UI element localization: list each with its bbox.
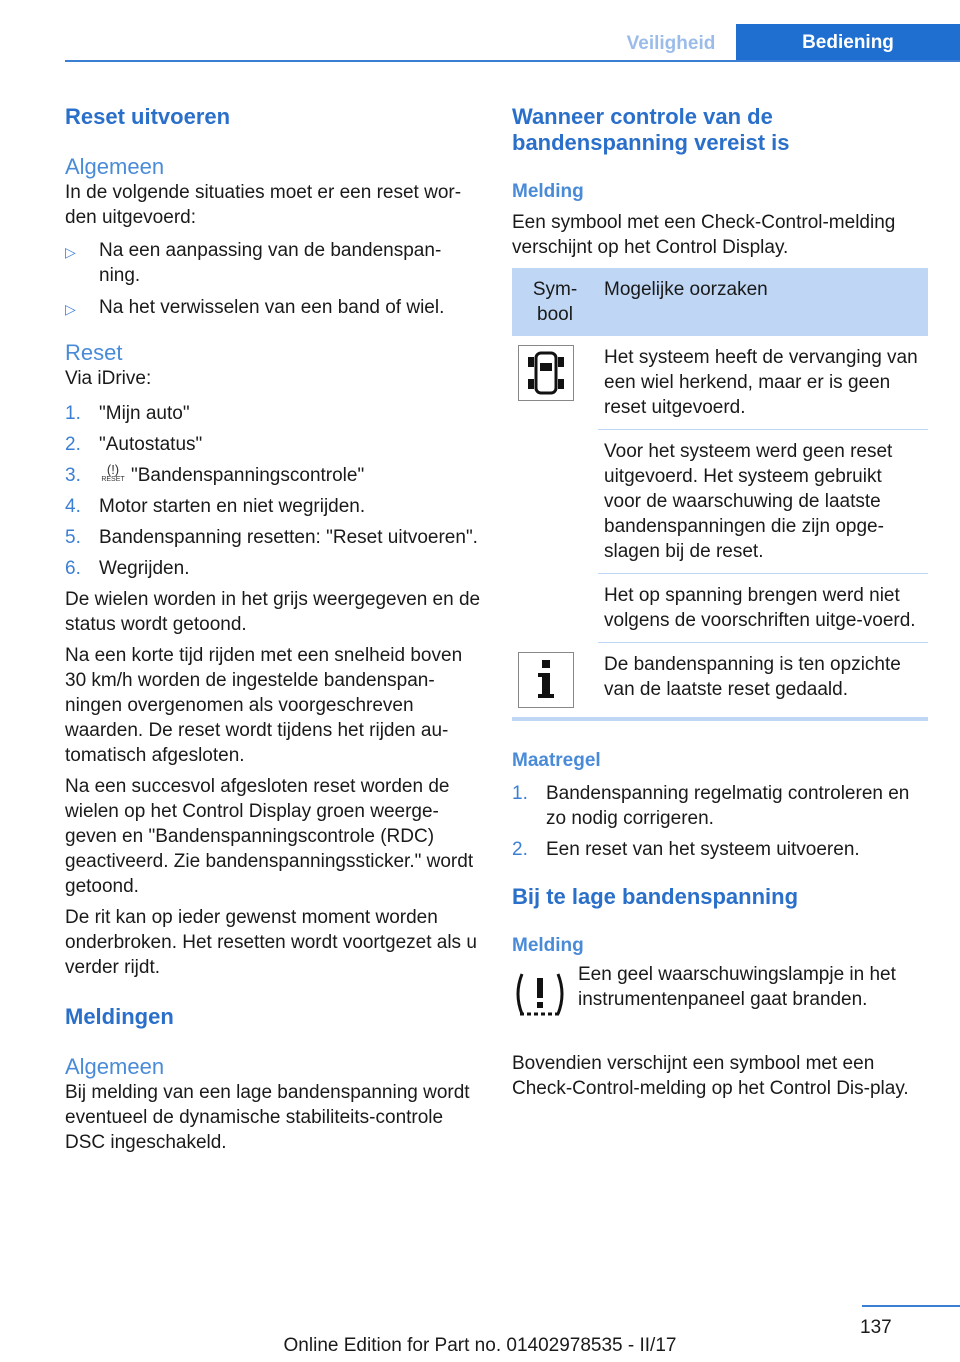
warning-block — [512, 962, 928, 1029]
heading-when-check: Wanneer controle van de bandenspanning vereist is — [512, 104, 790, 155]
heading-messages: Meldingen — [65, 1004, 174, 1029]
list-item: 1. Bandenspanning regelmatig controleren en zo nodig corrigeren. — [512, 782, 910, 829]
heading-message: Melding — [512, 181, 584, 202]
table-cell: Het op spanning brengen werd niet volgens de voorschriften uitge-voerd. — [598, 574, 928, 643]
reset-icon: (!) RESET — [101, 462, 125, 483]
symbol-table — [512, 268, 928, 721]
table-header-causes: Mogelijke oorzaken — [598, 268, 928, 336]
table-cell: Het systeem heeft de vervanging van een wiel herkend, maar er is geen reset uitgevoerd. — [598, 336, 928, 430]
table-header-row — [512, 268, 928, 336]
heading-measure: Maatregel — [512, 749, 601, 771]
page-number: 137 — [860, 1317, 892, 1338]
paragraph-symbol: Een symbool met een Check-Control-melding verschijnt op het Control Display. — [512, 212, 896, 258]
heading-reset-execute: Reset uitvoeren — [65, 104, 231, 129]
heading-general-2: Algemeen — [65, 1054, 165, 1079]
paragraph: Na een korte tijd rijden met een snelheid boven 30 km/h worden de ingestelde bandenspan-ningen overgenomen als voorgeschreven waarden. De reset wordt tijdens het rijden au-tomatisch afgesloten. — [65, 645, 463, 766]
list-item: 2. Een reset van het systeem uitvoeren. — [512, 838, 860, 860]
tab-operation[interactable]: Bediening — [736, 24, 960, 62]
triangle-bullet-icon: ▷ — [65, 244, 76, 260]
list-item: 3. (!) RESET "Bandenspanningscontrole" — [65, 462, 365, 486]
left-column — [65, 104, 481, 1155]
paragraph-also: Bovendien verschijnt een symbool met een Check-Control-melding op het Control Dis-play. — [512, 1052, 909, 1099]
heading-low-pressure: Bij te lage bandenspanning — [512, 883, 799, 909]
paragraph-via-idrive: Via iDrive: — [65, 368, 152, 389]
paragraph-situations: In de volgende situaties moet er een reset wor-den uitgevoerd: — [65, 182, 462, 228]
page-number-rule — [862, 1305, 960, 1307]
list-item: 1. "Mijn auto" — [65, 403, 190, 424]
steps-list — [65, 401, 481, 581]
list-item: 6. Wegrijden. — [65, 558, 190, 579]
paragraph: De wielen worden in het grijs weergegeven en de status wordt getoond. — [65, 589, 481, 635]
list-item: ▷ Na een aanpassing van de bandenspan-ning. — [65, 240, 442, 286]
list-item: 5. Bandenspanning resetten: "Reset uitvoeren". — [65, 527, 478, 548]
heading-general: Algemeen — [65, 154, 165, 179]
bullet-list — [65, 238, 481, 322]
table-cell: Voor het systeem werd geen reset uitgevoerd. Het systeem gebruikt voor de waarschuwing de laatste bandenspanningen die zijn opge-slagen bij de reset. — [598, 430, 928, 574]
paragraph-lamp: Een geel waarschuwingslampje in het instrumentenpaneel gaat branden. — [578, 963, 896, 1010]
info-icon — [518, 652, 574, 708]
table-cell: De bandenspanning is ten opzichte van de laatste reset gedaald. — [604, 654, 901, 700]
table-row — [512, 336, 928, 430]
list-item: 2. "Autostatus" — [65, 434, 203, 455]
tire-change-icon — [518, 345, 574, 401]
paragraph: De rit kan op ieder gewenst moment worden onderbroken. Het resetten wordt voortgezet als u verder rijdt. — [65, 907, 477, 978]
heading-message-2: Melding — [512, 934, 584, 956]
triangle-bullet-icon: ▷ — [65, 301, 76, 317]
list-item: ▷ Na het verwisselen van een band of wiel. — [65, 295, 481, 322]
tab-safety[interactable]: Veiligheid — [626, 33, 716, 54]
right-column — [512, 104, 928, 1101]
heading-reset: Reset — [65, 340, 123, 365]
footer-edition: Online Edition for Part no. 01402978535 - II/17 — [283, 1335, 677, 1356]
header-rule — [65, 60, 960, 62]
paragraph: Bij melding van een lage bandenspanning wordt eventueel de dynamische stabiliteits-controle DSC ingeschakeld. — [65, 1082, 470, 1153]
table-header-symbol: Sym-bool — [512, 268, 598, 336]
tire-warning-icon — [512, 962, 578, 1029]
measures-list — [512, 781, 928, 862]
list-item: 4. Motor starten en niet wegrijden. — [65, 496, 366, 517]
paragraph: Na een succesvol afgesloten reset worden de wielen op het Control Display groen weerge-geven en "Bandenspanningscontrole (RDC) geactiveerd. Zie bandenspanningssticker." wordt getoond. — [65, 776, 474, 897]
table-row — [512, 643, 928, 719]
